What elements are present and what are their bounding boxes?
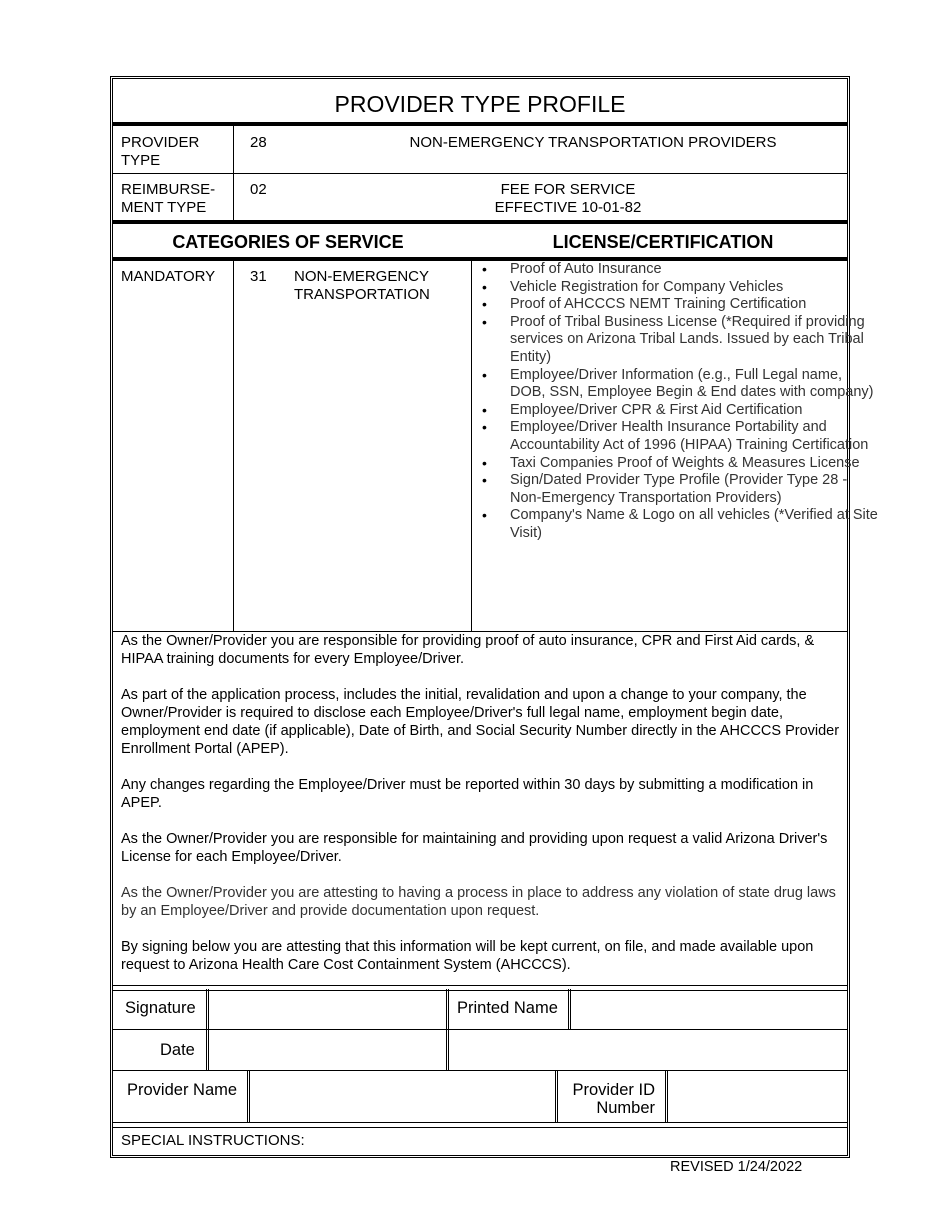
date-label: Date bbox=[160, 1041, 195, 1059]
reimbursement-type-label: REIMBURSE- MENT TYPE bbox=[121, 181, 216, 216]
divider bbox=[113, 1122, 847, 1128]
license-item: • Proof of Auto Insurance bbox=[510, 261, 880, 279]
category-code: 31 bbox=[250, 268, 267, 285]
provider-type-code: 28 bbox=[250, 134, 267, 151]
revised-date: REVISED 1/24/2022 bbox=[670, 1159, 803, 1175]
reimbursement-line2: EFFECTIVE 10-01-82 bbox=[494, 199, 642, 216]
paragraph: As part of the application process, includes the initial, revalidation and upon a change to your company, the Owner/Provider is required to disclose each Employee/Driver's full legal name, employment begin date, employment end date (if applicable), Date of Birth, and Social Security Number directly in the AHCCCS Provider Enrollment Portal (APEP). bbox=[121, 687, 840, 757]
license-item: • Employee/Driver Health Insurance Portability and Accountability Act of 1996 (HIPAA) Training Certification bbox=[510, 419, 880, 454]
divider bbox=[233, 126, 234, 224]
printed-name-field[interactable] bbox=[568, 989, 851, 1029]
license-header: LICENSE/CERTIFICATION bbox=[552, 232, 774, 252]
license-item: • Company's Name & Logo on all vehicles (*Verified at Site Visit) bbox=[510, 507, 880, 542]
reimbursement-code: 02 bbox=[250, 181, 267, 198]
paragraph: Any changes regarding the Employee/Driver must be reported within 30 days by submitting a modification in APEP. bbox=[121, 777, 814, 811]
paragraph: As the Owner/Provider you are responsible for maintaining and providing upon request a valid Arizona Driver's License for each Employee/Driver. bbox=[121, 831, 828, 865]
license-item: • Vehicle Registration for Company Vehicles bbox=[510, 279, 880, 297]
license-item: • Employee/Driver CPR & First Aid Certification bbox=[510, 402, 880, 420]
divider bbox=[113, 220, 847, 224]
license-item: • Proof of AHCCCS NEMT Training Certification bbox=[510, 296, 880, 314]
provider-type-label: PROVIDER TYPE bbox=[121, 134, 200, 169]
reimbursement-line1: FEE FOR SERVICE bbox=[500, 181, 636, 198]
printed-name-label: Printed Name bbox=[457, 999, 558, 1017]
category-level: MANDATORY bbox=[121, 268, 216, 285]
license-item: • Employee/Driver Information (e.g., Full Legal name, DOB, SSN, Employee Begin & End dates with company) bbox=[510, 367, 880, 402]
form-title: PROVIDER TYPE PROFILE bbox=[334, 91, 626, 117]
provider-type-profile-form bbox=[110, 76, 878, 1158]
license-item: • Proof of Tribal Business License (*Required if providing services on Arizona Tribal Lands. Issued by each Tribal Entity) bbox=[510, 314, 880, 367]
divider bbox=[113, 122, 847, 126]
category-name: NON-EMERGENCY TRANSPORTATION bbox=[294, 268, 430, 303]
signature-label: Signature bbox=[125, 999, 196, 1017]
provider-name-label: Provider Name bbox=[127, 1081, 238, 1099]
license-item: • Taxi Companies Proof of Weights & Measures License bbox=[510, 455, 880, 473]
license-item: • Sign/Dated Provider Type Profile (Provider Type 28 - Non-Emergency Transportation Providers) bbox=[510, 472, 880, 507]
provider-type-name: NON-EMERGENCY TRANSPORTATION PROVIDERS bbox=[409, 134, 777, 151]
divider bbox=[113, 173, 847, 174]
paragraph: By signing below you are attesting that this information will be kept current, on file, and made available upon request to Arizona Health Care Cost Containment System (AHCCCS). bbox=[121, 939, 814, 973]
signature-field[interactable] bbox=[206, 989, 449, 1029]
paragraph: As the Owner/Provider you are attesting to having a process in place to address any violation of state drug laws by an Employee/Driver and provide documentation upon request. bbox=[121, 885, 836, 919]
date-field[interactable] bbox=[206, 1030, 449, 1070]
provider-id-label: Provider ID Number bbox=[572, 1081, 655, 1117]
divider bbox=[233, 261, 234, 631]
provider-name-field[interactable] bbox=[247, 1071, 558, 1122]
license-list bbox=[478, 261, 880, 543]
special-instructions-label: SPECIAL INSTRUCTIONS: bbox=[121, 1132, 305, 1149]
categories-header: CATEGORIES OF SERVICE bbox=[172, 232, 404, 252]
paragraph: As the Owner/Provider you are responsible for providing proof of auto insurance, CPR and First Aid cards, & HIPAA training documents for every Employee/Driver. bbox=[121, 633, 815, 667]
divider bbox=[471, 261, 472, 631]
provider-id-field[interactable] bbox=[665, 1071, 851, 1122]
